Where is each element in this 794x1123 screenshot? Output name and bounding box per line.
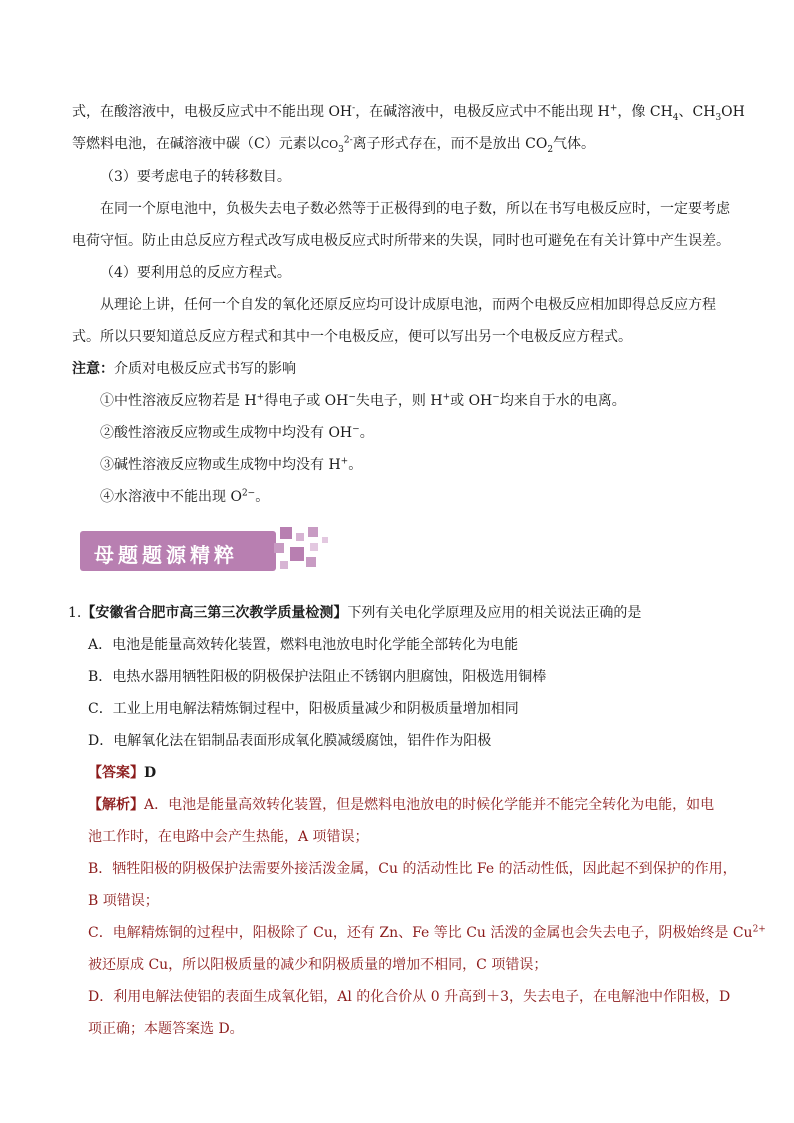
analysis-line: B．牺牲阳极的阴极保护法需要外接活泼金属，Cu 的活动性比 Fe 的活动性低，因此起不到保护的作用， — [88, 861, 737, 877]
option-c: C．工业上用电解法精炼铜过程中，阳极质量减少和阴极质量增加相同 — [88, 701, 519, 717]
analysis-line: B 项错误； — [88, 893, 159, 909]
answer: 【答案】D — [88, 765, 157, 781]
point3-title: （3）要考虑电子的转移数目。 — [100, 169, 291, 185]
note-heading: 注意：介质对电极反应式书写的影响 — [72, 361, 296, 377]
option-d: D．电解氧化法在铝制品表面形成氧化膜减缓腐蚀，铝件作为阳极 — [88, 733, 492, 749]
analysis-line: 【解析】A．电池是能量高效转化装置，但是燃料电池放电的时候化学能并不能完全转化为电能，如电 — [88, 797, 715, 813]
section-banner — [80, 525, 724, 579]
banner-squares-icon — [270, 525, 340, 579]
banner-title: 母题题源精粹 — [94, 543, 238, 567]
note-label: 注意： — [72, 361, 114, 377]
option-a: A．电池是能量高效转化装置，燃料电池放电时化学能全部转化为电能 — [88, 637, 519, 653]
analysis-line: 项正确；本题答案选 D。 — [88, 1021, 244, 1037]
answer-label: 【答案】 — [88, 765, 144, 781]
option-b: B．电热水器用牺牲阳极的阴极保护法阻止不锈钢内胆腐蚀，阳极选用铜棒 — [88, 669, 547, 685]
point4-body: 式。所以只要知道总反应方程式和其中一个电极反应，便可以写出另一个电极反应方程式。 — [72, 329, 632, 345]
point3-body: 电荷守恒。防止由总反应方程式改写成电极反应式时所带来的失误，同时也可避免在有关计算中产生误差。 — [72, 233, 730, 249]
note-item: ①中性溶液反应物若是 H+得电子或 OH−失电子，则 H+或 OH−均来自于水的电离。 — [100, 392, 626, 409]
analysis-line: C．电解精炼铜的过程中，阳极除了 Cu，还有 Zn、Fe 等比 Cu 活泼的金属也会失去电子，阴极始终是 $Cu^{2+}$ — [88, 924, 766, 941]
question-stem: 1.【安徽省合肥市高三第三次教学质量检测】下列有关电化学原理及应用的相关说法正确的是 — [68, 605, 642, 621]
point4-body: 从理论上讲，任何一个自发的氧化还原反应均可设计成原电池，而两个电极反应相加即得总反应方程 — [100, 297, 716, 313]
note-item: ②酸性溶液反应物或生成物中均没有 OH−。 — [100, 424, 374, 441]
analysis-label: 【解析】 — [88, 797, 144, 813]
question-source: 【安徽省合肥市高三第三次教学质量检测】 — [81, 605, 348, 621]
note-item: ④水溶液中不能出现 $O^{2-}$。 — [100, 488, 270, 505]
point4-title: （4）要利用总的反应方程式。 — [100, 265, 291, 281]
analysis-line: D．利用电解法使铝的表面生成氧化铝，Al 的化合价从 0 升高到＋3，失去电子，在电解池中作阳极，D — [88, 989, 731, 1005]
paragraph-line: 等燃料电池，在碱溶液中碳（C）元素以$CO_3^{2-}$离子形式存在，而不是放出 $CO_2$气体。 — [72, 135, 596, 155]
analysis-line: 被还原成 Cu，所以阳极质量的减少和阴极质量的增加不相同，C 项错误； — [88, 957, 548, 973]
point3-body: 在同一个原电池中，负极失去电子数必然等于正极得到的电子数，所以在书写电极反应时，一定要考虑 — [100, 201, 730, 217]
document-page — [68, 96, 766, 1045]
note-item: ③碱性溶液反应物或生成物中均没有 H+。 — [100, 456, 363, 473]
analysis-line: 池工作时，在电路中会产生热能，A 项错误； — [88, 829, 369, 845]
paragraph-line: 式，在酸溶液中，电极反应式中不能出现 OH-，在碱溶液中，电极反应式中不能出现 H+，像 $CH_4$、$CH_3OH$ — [72, 103, 745, 123]
